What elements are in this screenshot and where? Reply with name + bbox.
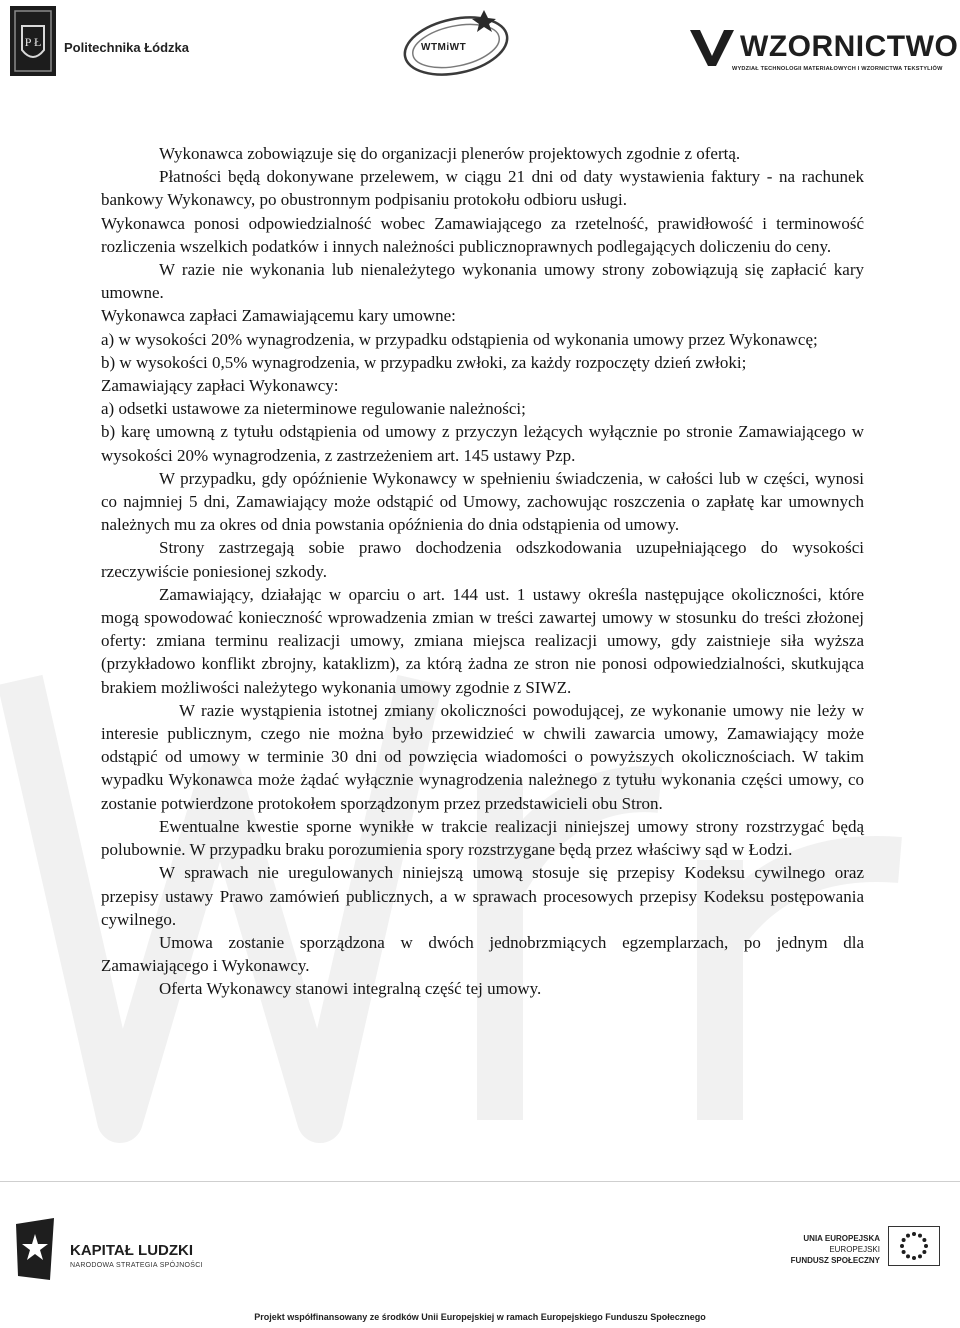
list-item: a) odsetki ustawowe za nieterminowe regulowanie należności; — [101, 399, 526, 419]
paragraph: Oferta Wykonawcy stanowi integralną część tej umowy. — [159, 979, 542, 999]
paragraph: Płatności będą dokonywane przelewem, w ciągu 21 dni od daty wystawienia faktury - na rachunek bankowy Wykonawcy, po obustronnym podpisaniu protokołu odbioru usługi. — [101, 167, 864, 210]
list-item: b) karę umowną z tytułu odstąpienia od umowy z przyczyn leżących wyłącznie po stronie Zamawiającego w wysokości 20% wynagrodzenia, z zastrzeżeniem art. 145 ustawy Pzp. — [101, 422, 864, 465]
paragraph: W sprawach nie uregulowanych niniejszą umową stosuje się przepisy Kodeksu cywilnego oraz przepisy ustawy Prawo zamówień publicznych, a w sprawach procesowych przepisy Kodeksu postępowania cywilnego. — [101, 863, 864, 929]
eu-star-icon — [912, 1232, 916, 1236]
eu-line-3: FUNDUSZ SPOŁECZNY — [790, 1256, 880, 1265]
paragraph: W razie wystąpienia istotnej zmiany okoliczności powodującej, ze wykonanie umowy nie leży w interesie publicznym, czego nie można było przewidzieć w chwili zawarcia umowy, Zamawiający może odstąpić od umowy w terminie 30 dni od powzięcia wiadomości o powyższych okolicznościach. W takim wypadku Wykonawca może żądać wyłącznie wynagrodzenia należnego z tytułu wykonania części umowy, co zostanie potwierdzone protokołem sporządzonym przez przedstawicieli obu Stron. — [101, 700, 864, 813]
eu-star-icon — [912, 1256, 916, 1260]
paragraph: Strony zastrzegają sobie prawo dochodzenia odszkodowania uzupełniającego do wysokości rzeczywiście poniesionej szkody. — [101, 538, 864, 581]
list-item: a) w wysokości 20% wynagrodzenia, w przypadku odstąpienia od wykonania umowy przez Wykonawcę; — [101, 329, 818, 349]
paragraph: Wykonawca ponosi odpowiedzialność wobec Zamawiającego za rzetelność, prawidłowość i terminowość rozliczenia wszelkich podatków i innych należności publicznoprawnych podlegających doliczeniu do ceny. — [101, 213, 864, 256]
paragraph: Ewentualne kwestie sporne wynikłe w trakcie realizacji niniejszej umowy strony rozstrzygać będą polubownie. W przypadku braku porozumienia spory rozstrzygane będą przez właściwy sąd w Łodzi. — [101, 816, 864, 860]
eu-star-icon — [922, 1238, 926, 1242]
eu-star-icon — [902, 1238, 906, 1242]
paragraph: W przypadku, gdy opóźnienie Wykonawcy w spełnieniu świadczenia, w całości lub w części, wynosi co najmniej 5 dni, Zamawiający może odstąpić od Umowy, zachowując roszczenia o zapłatę kar umownych należnych mu za okres od dnia powstania opóźnienia do dnia odstąpienia od umowy. — [101, 468, 864, 535]
eu-star-icon — [918, 1234, 922, 1238]
footer-divider — [0, 1181, 960, 1182]
eu-fund-label — [760, 1233, 880, 1266]
eu-flag-icon — [888, 1226, 940, 1266]
eu-star-icon — [900, 1244, 904, 1248]
eu-star-icon — [922, 1250, 926, 1254]
project-funding-note: Projekt współfinansowany ze środków Unii Europejskiej w ramach Europejskiego Funduszu Społecznego — [254, 1312, 706, 1322]
kapital-ludzki-title: KAPITAŁ LUDZKI — [70, 1242, 194, 1259]
eu-line-1: UNIA EUROPEJSKA — [803, 1234, 880, 1243]
paragraph: W razie nie wykonania lub nienależytego wykonania umowy strony zobowiązują się zapłacić kary umowne. — [101, 260, 864, 303]
eu-line-2: EUROPEJSKI — [829, 1245, 880, 1254]
wzornictwo-mark-icon — [688, 28, 736, 68]
eu-star-icon — [902, 1250, 906, 1254]
paragraph: Umowa zostanie sporządzona w dwóch jednobrzmiących egzemplarzach, po jednym dla Zamawiającego i Wykonawcy. — [101, 932, 864, 976]
eu-star-icon — [918, 1254, 922, 1258]
paragraph: Zamawiający zapłaci Wykonawcy: — [101, 376, 339, 396]
paragraph: Wykonawca zobowiązuje się do organizacji plenerów projektowych zgodnie z ofertą. — [159, 144, 741, 163]
eu-star-icon — [924, 1244, 928, 1248]
eu-star-icon — [906, 1234, 910, 1238]
faculty-logo-label: WTMiWT — [421, 42, 467, 53]
paragraph: Zamawiający, działając w oparciu o art. 144 ust. 1 ustawy określa następujące okoliczności, które mogą spowodować konieczność wprowadzenia zmian w treści zawartej umowy w stosunku do treści złożonej oferty: zmiana terminu realizacji umowy, zmiana miejsca realizacji umowy, gdy zaistnieje siła wyższa (przykładowo konflikt zbrojny, kataklizm), za którą żadna ze stron nie ponosi odpowiedzialności, skutkująca brakiem możliwości należytego wykonania umowy zgodnie z SIWZ. — [101, 584, 864, 697]
eu-star-icon — [906, 1254, 910, 1258]
paragraph: Wykonawca zapłaci Zamawiającemu kary umowne: — [101, 306, 456, 326]
wzornictwo-logo-text: WZORNICTWO — [740, 30, 959, 63]
svg-text:P Ł: P Ł — [24, 35, 42, 49]
document-body — [101, 142, 864, 1001]
kapital-ludzki-subtitle: NARODOWA STRATEGIA SPÓJNOŚCI — [70, 1262, 203, 1269]
university-crest-icon — [10, 6, 56, 76]
page-header — [0, 0, 960, 90]
wzornictwo-subtitle: WYDZIAŁ TECHNOLOGII MATERIAŁOWYCH I WZORNICTWA TEKSTYLIÓW — [732, 66, 943, 72]
kapital-ludzki-logo-icon — [12, 1216, 58, 1282]
list-item: b) w wysokości 0,5% wynagrodzenia, w przypadku zwłoki, za każdy rozpoczęty dzień zwłoki; — [101, 352, 747, 372]
university-name: Politechnika Łódzka — [64, 40, 189, 55]
